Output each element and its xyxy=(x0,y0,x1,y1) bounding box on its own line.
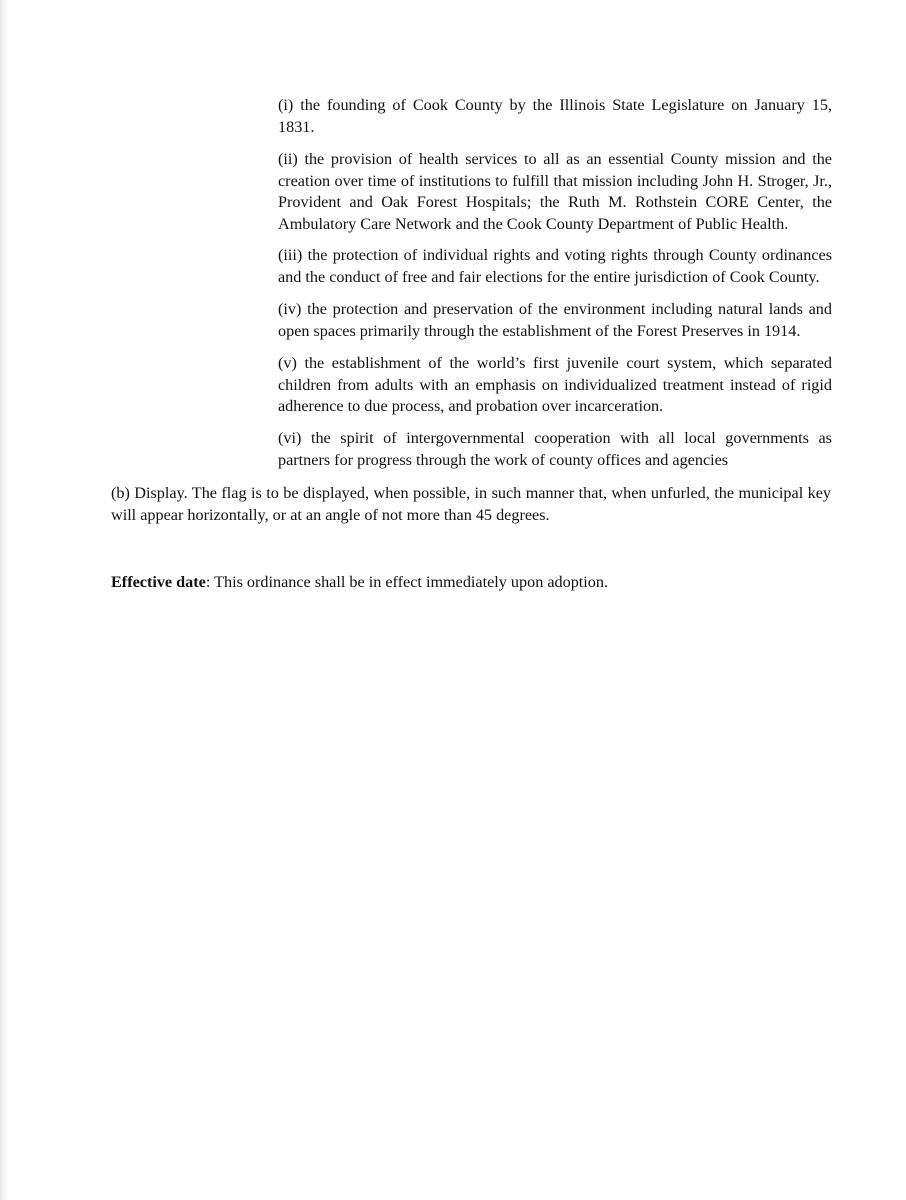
effective-date-paragraph xyxy=(111,572,831,594)
list-item-i: (i) the founding of Cook County by the Illinois State Legislature on January 15, 1831. xyxy=(278,96,832,136)
list-item-ii: (ii) the provision of health services to all as an essential County mission and the creation over time of institutions to fulfill that mission including John H. Stroger, Jr., Provident and Oak Forest Hospitals; the Ruth M. Rothstein CORE Center, the Ambulatory Care Network and the Cook County Department of Public Health. xyxy=(278,150,832,233)
effective-date-text: : This ordinance shall be in effect immediately upon adoption. xyxy=(205,573,609,591)
display-paragraph: (b) Display. The flag is to be displayed, when possible, in such manner that, when unfurled, the municipal key will appear horizontally, or at an angle of not more than 45 degrees. xyxy=(111,484,831,524)
list-item-v: (v) the establishment of the world’s first juvenile court system, which separated children from adults with an emphasis on individualized treatment instead of rigid adherence to due process, and probation over incarceration. xyxy=(278,354,832,416)
list-item-iii: (iii) the protection of individual rights and voting rights through County ordinances and the conduct of free and fair elections for the entire jurisdiction of Cook County. xyxy=(278,246,832,286)
list-item-vi: (vi) the spirit of intergovernmental cooperation with all local governments as partners for progress through the work of county offices and agencies xyxy=(278,429,832,469)
effective-date-label: Effective date xyxy=(111,573,206,591)
list-item-iv: (iv) the protection and preservation of the environment including natural lands and open spaces primarily through the establishment of the Forest Preserves in 1914. xyxy=(278,300,832,340)
